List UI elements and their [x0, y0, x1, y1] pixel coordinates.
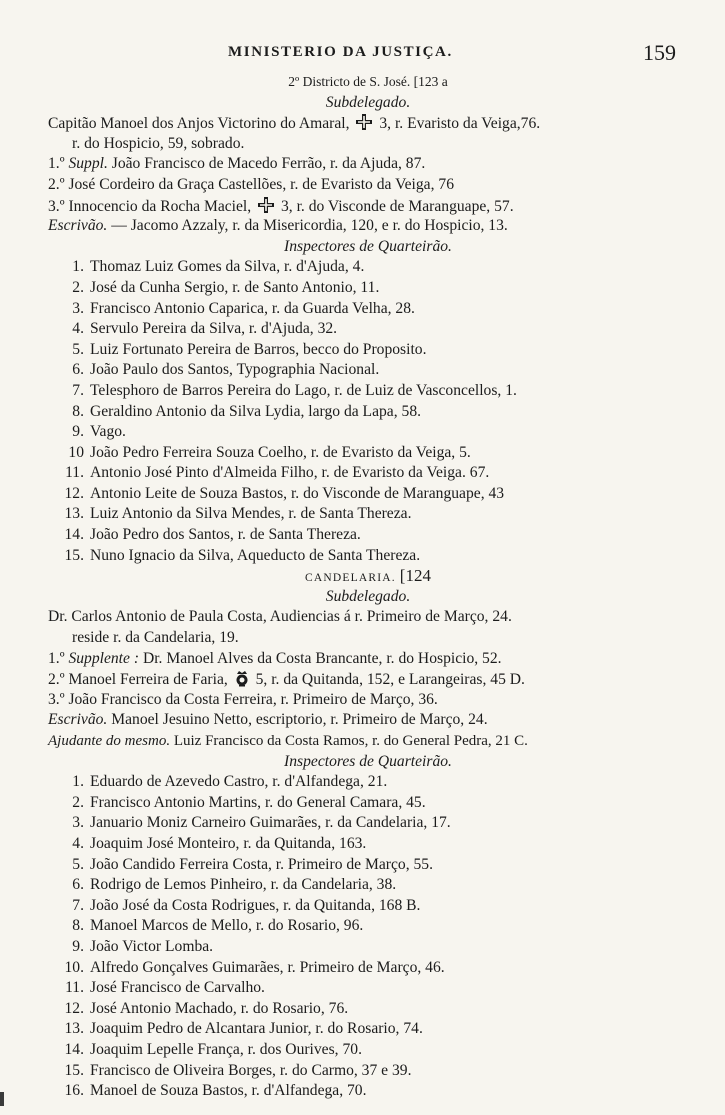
inspector-text: Thomaz Luiz Gomes da Silva, r. d'Ajuda, 4. [90, 258, 365, 276]
escrivao-entry [48, 216, 688, 237]
inspector-entry [48, 546, 688, 567]
inspector-text: João Pedro Ferreira Souza Coelho, r. de Evaristo da Veiga, 5. [90, 443, 471, 461]
inspector-text: João José da Costa Rodrigues, r. da Quitanda, 168 B. [90, 896, 421, 914]
inspector-entry [48, 1061, 688, 1082]
supplente-1 [48, 649, 688, 670]
inspector-text: João Pedro dos Santos, r. de Santa Thereza. [90, 526, 361, 544]
inspector-entry [48, 937, 688, 958]
subdelegado-address: 3, r. Evaristo da Veiga,76. [379, 115, 541, 133]
running-title: MINISTERIO DA JUSTIÇA. [228, 44, 453, 60]
inspector-text: Alfredo Gonçalves Guimarães, r. Primeiro de Março, 46. [90, 958, 445, 976]
subdelegado-heading: Subdelegado. [325, 587, 411, 605]
inspector-entry [48, 793, 688, 814]
supplente-text: José Cordeiro da Graça Castellões, r. de Evaristo da Veiga, 76 [68, 175, 454, 193]
inspector-text: Luiz Fortunato Pereira de Barros, becco do Proposito. [90, 340, 427, 358]
inspector-number: 14. [64, 526, 84, 544]
inspector-text: Geraldino Antonio da Silva Lydia, largo da Lapa, 58. [90, 402, 422, 420]
inspector-number: 16. [64, 1082, 84, 1100]
district-title: 2º Districto de S. José. [123 a [288, 74, 448, 89]
inspector-text: Januario Moniz Carneiro Guimarães, r. da Candelaria, 17. [90, 814, 451, 832]
inspector-number: 15. [64, 546, 84, 564]
supplente-3 [48, 196, 688, 217]
supplente-number: 2.º [48, 175, 65, 193]
supplente-address: 5, r. da Quitanda, 152, e Larangeiras, 45 D. [255, 671, 525, 689]
supplente-label: Suppl. [68, 155, 108, 173]
inspector-text: Joaquim Pedro de Alcantara Junior, r. do Rosario, 74. [90, 1020, 423, 1038]
inspector-entry [48, 916, 688, 937]
inspector-entry [48, 896, 688, 917]
inspector-entry [48, 525, 688, 546]
inspector-text: João Candido Ferreira Costa, r. Primeiro de Março, 55. [90, 855, 433, 873]
ajudante-label: Ajudante do mesmo. [48, 733, 171, 749]
inspector-number: 11. [65, 979, 84, 997]
inspector-number: 2. [72, 278, 84, 296]
inspector-number: 1. [72, 773, 84, 791]
supplente-2 [48, 175, 688, 196]
inspector-entry [48, 299, 688, 320]
ajudante-entry [48, 731, 688, 752]
inspector-number: 15. [64, 1061, 84, 1079]
escrivao-label: Escrivão. [48, 711, 108, 729]
inspector-number: 13. [64, 505, 84, 523]
supplente-number: 3.º [48, 197, 65, 215]
district-name: CANDELARIA. [305, 572, 396, 585]
inspector-entry [48, 875, 688, 896]
subdelegado-entry [48, 113, 688, 134]
inspector-number: 10. [64, 958, 84, 976]
district-bracket: [124 [399, 566, 431, 586]
inspector-number: 12. [64, 484, 84, 502]
inspector-entry [48, 834, 688, 855]
supplente-1 [48, 154, 688, 175]
supplente-number: 1.º [48, 649, 65, 667]
supplente-text: Dr. Manoel Alves da Costa Brancante, r. do Hospicio, 52. [142, 649, 502, 667]
page-edge-mark [0, 1092, 4, 1106]
inspector-number: 12. [64, 999, 84, 1017]
supplente-address: 3, r. do Visconde de Maranguape, 57. [280, 197, 514, 215]
inspector-entry [48, 360, 688, 381]
inspector-number: 9. [72, 423, 84, 441]
inspector-entry [48, 402, 688, 423]
supplente-text: Manoel Ferreira de Faria, [68, 671, 228, 689]
inspector-entry [48, 463, 688, 484]
inspector-number: 3. [72, 814, 84, 832]
subdelegado-residence: reside r. da Candelaria, 19. [72, 629, 239, 647]
inspector-text: Luiz Antonio da Silva Mendes, r. de Santa Thereza. [90, 505, 412, 523]
escrivao-label: Escrivão. [48, 217, 108, 235]
inspector-number: 7. [72, 896, 84, 914]
inspector-text: Vago. [90, 423, 126, 441]
inspector-text: Joaquim Lepelle França, r. dos Ourives, 70. [90, 1040, 362, 1058]
inspector-text: Antonio José Pinto d'Almeida Filho, r. de Evaristo da Veiga. 67. [90, 464, 490, 482]
inspector-text: Rodrigo de Lemos Pinheiro, r. da Candelaria, 38. [90, 876, 397, 894]
ajudante-text: Luiz Francisco da Costa Ramos, r. do General Pedra, 21 C. [173, 733, 528, 749]
escrivao-text: — Jacomo Azzaly, r. da Misericordia, 120, e r. do Hospicio, 13. [111, 217, 508, 235]
inspector-number: 9. [72, 937, 84, 955]
subdelegado-name: Capitão Manoel dos Anjos Victorino do Amaral, [48, 115, 350, 133]
supplente-label: Supplente : [68, 649, 140, 667]
inspector-text: José Francisco de Carvalho. [90, 979, 265, 997]
order-cross-icon [355, 113, 373, 131]
supplente-text: João Francisco de Macedo Ferrão, r. da Ajuda, 87. [111, 155, 426, 173]
supplente-text: Innocencio da Rocha Maciel, [68, 197, 252, 215]
supplente-number: 3.º [48, 690, 65, 708]
inspector-number: 10 [68, 443, 84, 461]
inspector-text: João Paulo dos Santos, Typographia Nacional. [90, 361, 380, 379]
inspector-text: Manoel de Souza Bastos, r. d'Alfandega, 70. [90, 1082, 367, 1100]
inspector-entry [48, 484, 688, 505]
inspector-text: Joaquim José Monteiro, r. da Quitanda, 163. [90, 834, 367, 852]
inspector-text: Antonio Leite de Souza Bastos, r. do Visconde de Maranguape, 43 [90, 484, 505, 502]
subdelegado-residence: r. do Hospicio, 59, sobrado. [72, 134, 245, 152]
inspector-number: 14. [64, 1040, 84, 1058]
inspector-text: Telesphoro de Barros Pereira do Lago, r. de Luiz de Vasconcellos, 1. [90, 381, 517, 399]
inspector-number: 5. [72, 340, 84, 358]
inspector-entry [48, 772, 688, 793]
inspector-entry [48, 257, 688, 278]
inspector-number: 8. [72, 402, 84, 420]
inspector-entry [48, 1040, 688, 1061]
district-title [48, 566, 688, 587]
inspector-number: 11. [65, 464, 84, 482]
inspector-entry [48, 443, 688, 464]
supplente-3 [48, 690, 688, 711]
subdelegado-heading: Subdelegado. [325, 93, 411, 111]
inspectores-heading: Inspectores de Quarteirão. [284, 237, 452, 255]
inspector-entry [48, 340, 688, 361]
page-header [0, 40, 725, 64]
inspectores-list [48, 257, 688, 566]
supplente-2 [48, 669, 688, 690]
inspector-text: Francisco Antonio Caparica, r. da Guarda Velha, 28. [90, 299, 415, 317]
inspector-number: 4. [72, 834, 84, 852]
inspector-entry [48, 999, 688, 1020]
page-content [48, 72, 688, 1102]
inspector-text: José da Cunha Sergio, r. de Santo Antonio, 11. [90, 278, 380, 296]
inspector-text: José Antonio Machado, r. do Rosario, 76. [90, 999, 349, 1017]
inspector-text: Servulo Pereira da Silva, r. d'Ajuda, 32. [90, 320, 338, 338]
inspector-number: 6. [72, 361, 84, 379]
escrivao-text: Manoel Jesuino Netto, escriptorio, r. Primeiro de Março, 24. [111, 711, 488, 729]
page-number: 159 [643, 40, 676, 65]
order-cross-icon [257, 196, 275, 214]
inspector-text: Manoel Marcos de Mello, r. do Rosario, 96. [90, 917, 364, 935]
inspector-number: 2. [72, 793, 84, 811]
inspectores-heading: Inspectores de Quarteirão. [284, 752, 452, 770]
inspector-text: Francisco Antonio Martins, r. do General Camara, 45. [90, 793, 426, 811]
inspectores-list [48, 772, 688, 1102]
inspector-entry [48, 958, 688, 979]
inspector-entry [48, 1019, 688, 1040]
inspector-entry [48, 319, 688, 340]
inspector-entry [48, 381, 688, 402]
escrivao-entry [48, 710, 688, 731]
inspector-text: João Victor Lomba. [90, 937, 214, 955]
inspector-number: 13. [64, 1020, 84, 1038]
supplente-number: 1.º [48, 155, 65, 173]
inspector-text: Francisco de Oliveira Borges, r. do Carmo, 37 e 39. [90, 1061, 412, 1079]
inspector-entry [48, 813, 688, 834]
inspector-number: 3. [72, 299, 84, 317]
supplente-text: João Francisco da Costa Ferreira, r. Primeiro de Março, 36. [68, 690, 438, 708]
inspector-number: 8. [72, 917, 84, 935]
order-rose-icon [234, 669, 250, 687]
inspector-entry [48, 504, 688, 525]
inspector-number: 4. [72, 320, 84, 338]
supplente-number: 2.º [48, 671, 65, 689]
inspector-text: Nuno Ignacio da Silva, Aqueducto de Santa Thereza. [90, 546, 421, 564]
inspector-entry [48, 422, 688, 443]
inspector-entry [48, 855, 688, 876]
inspector-entry [48, 1081, 688, 1102]
inspector-number: 6. [72, 876, 84, 894]
inspector-entry [48, 978, 688, 999]
subdelegado-entry: Dr. Carlos Antonio de Paula Costa, Audiencias á r. Primeiro de Março, 24. [48, 608, 512, 626]
inspector-entry [48, 278, 688, 299]
inspector-number: 5. [72, 855, 84, 873]
inspector-text: Eduardo de Azevedo Castro, r. d'Alfandega, 21. [90, 773, 388, 791]
inspector-number: 1. [72, 258, 84, 276]
inspector-number: 7. [72, 381, 84, 399]
